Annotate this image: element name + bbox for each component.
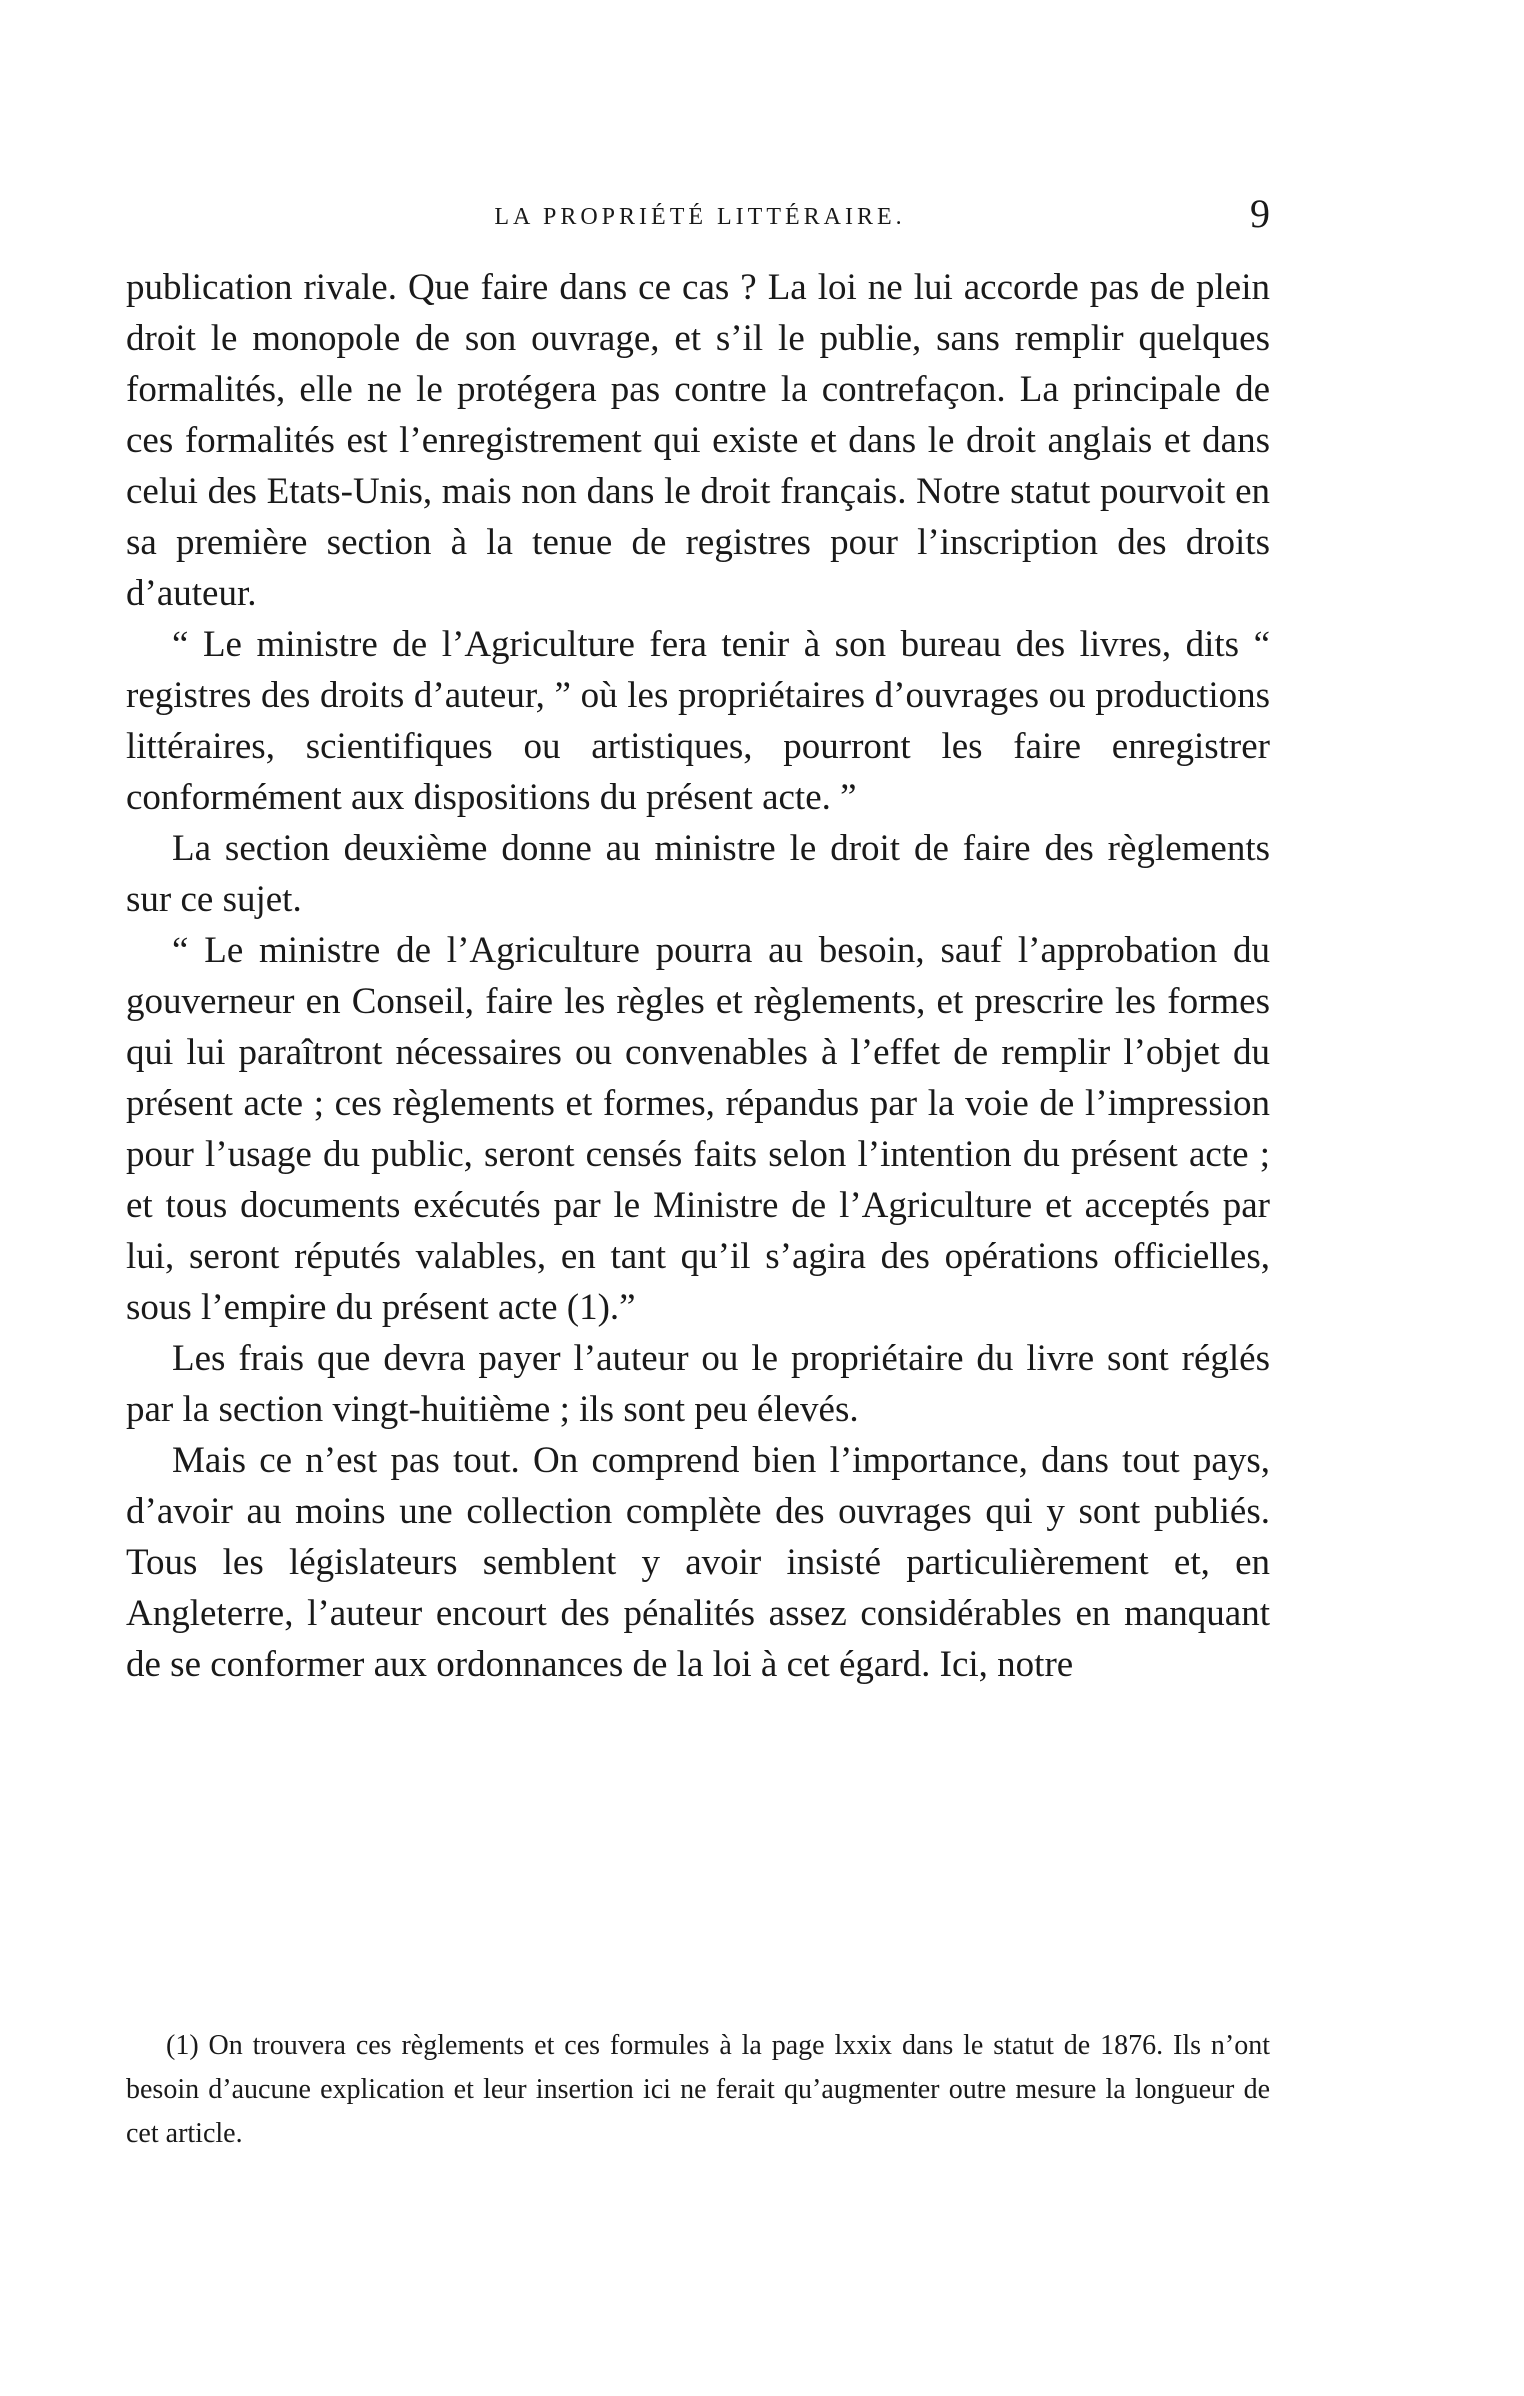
footnotes (126, 2024, 1270, 2156)
paragraph-quote-regulations: “ Le ministre de l’Agriculture pourra au besoin, sauf l’approbation du gouverneur en Conseil, faire les règles et règlements, et prescrire les formes qui lui paraîtront nécessaires ou convenables à l’effet de remplir l’objet du présent acte ; ces règlements et formes, répandus par la voie de l’impression pour l’usage du public, seront censés faits selon l’intention du présent acte ; et tous documents exécutés par le Ministre de l’Agriculture et acceptés par lui, seront réputés valables, en tant qu’il s’agira des opérations officielles, sous l’empire du présent acte (1).” (126, 930, 1270, 1328)
paragraph-fees: Les frais que devra payer l’auteur ou le propriétaire du livre sont réglés par la section vingt-huitième ; ils sont peu élevés. (126, 1338, 1270, 1430)
footnote-1: (1) On trouvera ces règlements et ces formules à la page lxxix dans le statut de 1876. Ils n’ont besoin d’aucune explication et leur insertion ici ne ferait qu’augmenter outre mesure la longueur de cet article. (126, 2030, 1270, 2149)
page-number: 9 (1250, 191, 1270, 236)
paragraph-quote-registers: “ Le ministre de l’Agriculture fera tenir à son bureau des livres, dits “ registres des droits d’auteur, ” où les propriétaires d’ouvrages ou productions littéraires, scientifiques ou artistiques, pourront les faire enregistrer conformément aux dispositions du présent acte. ” (126, 624, 1270, 818)
running-title: LA PROPRIÉTÉ LITTÉRAIRE. (494, 204, 906, 230)
paragraph-continuation: publication rivale. Que faire dans ce cas ? La loi ne lui accorde pas de plein droit le monopole de son ouvrage, et s’il le publie, sans remplir quelques formalités, elle ne le protégera pas contre la contrefaçon. La principale de ces formalités est l’enregistrement qui existe et dans le droit anglais et dans celui des Etats-Unis, mais non dans le droit français. Notre statut pourvoit en sa première section à la tenue de registres pour l’inscription des droits d’auteur. (126, 267, 1270, 614)
paragraph-section-two: La section deuxième donne au ministre le droit de faire des règlements sur ce sujet. (126, 828, 1270, 920)
running-head (130, 190, 1270, 240)
paragraph-collection: Mais ce n’est pas tout. On comprend bien l’importance, dans tout pays, d’avoir au moins une collection complète des ouvrages qui y sont publiés. Tous les législateurs semblent y avoir insisté particulièrement et, en Angleterre, l’auteur encourt des pénalités assez considérables en manquant de se conformer aux ordonnances de la loi à cet égard. Ici, notre (126, 1440, 1270, 1685)
body-text (126, 262, 1270, 1690)
